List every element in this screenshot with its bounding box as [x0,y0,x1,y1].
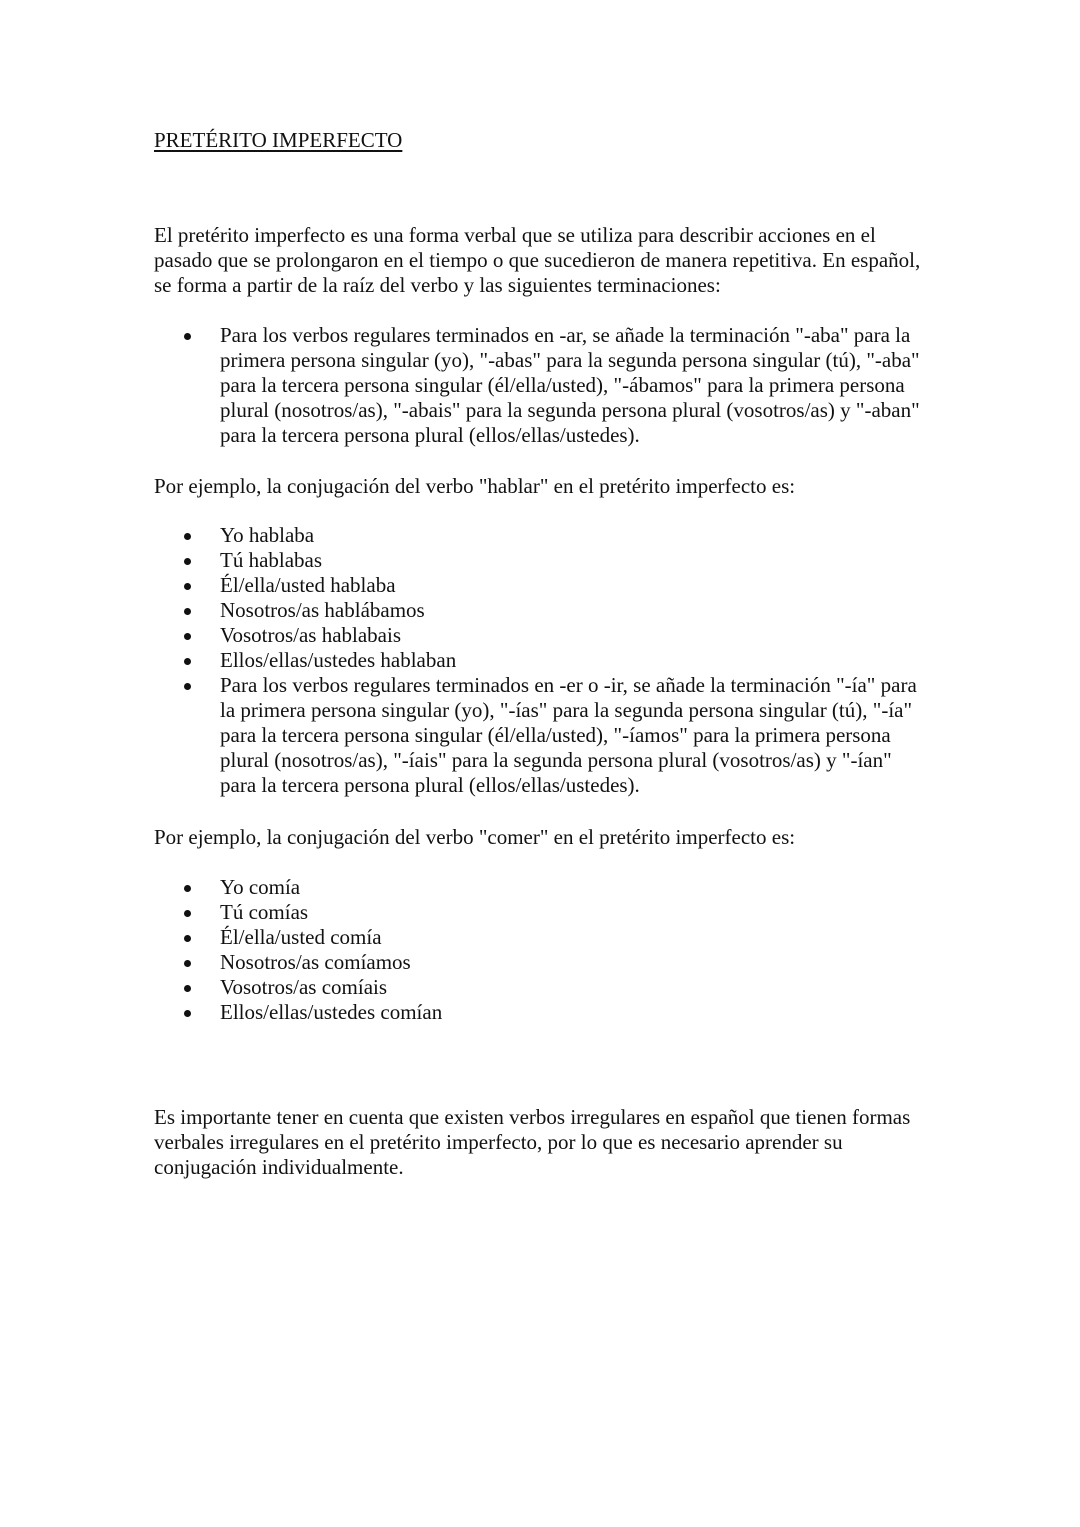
intro-paragraph: El pretérito imperfecto es una forma verbal que se utiliza para describir acciones en el pasado que se prolongaron en el tiempo o que sucedieron de manera repetitiva. En español, se forma a partir de la raíz del verbo y las siguientes terminaciones: [154,223,921,297]
example-comer-paragraph: Por ejemplo, la conjugación del verbo "comer" en el pretérito imperfecto es: [154,825,796,849]
conjugation-text: Yo comía [220,875,301,899]
page-title: PRETÉRITO IMPERFECTO [154,128,403,152]
bullet-icon [184,658,191,665]
list-item [154,950,934,975]
bullet-icon [184,885,191,892]
bullet-icon [184,608,191,615]
bullet-icon [184,910,191,917]
bullet-icon [184,558,191,565]
list-item [154,573,934,598]
list-item [154,648,934,673]
bullet-icon [184,985,191,992]
conjugation-text: Tú comías [220,900,309,924]
conjugation-text: Yo hablaba [220,523,315,547]
bullet-icon [184,583,191,590]
list-item [154,548,934,573]
conjugation-text: Él/ella/usted comía [220,925,382,949]
conjugation-text: Nosotros/as hablábamos [220,598,425,622]
conjugation-text: Tú hablabas [220,548,323,572]
hablar-conjugation-list [154,523,934,798]
ar-rule-list [154,323,934,448]
conjugation-text: Ellos/ellas/ustedes hablaban [220,648,457,672]
closing-paragraph: Es importante tener en cuenta que existen verbos irregulares en español que tienen formas verbales irregulares en el pretérito imperfecto, por lo que es necesario aprender su conjugación individualmente. [154,1105,911,1179]
list-item [154,598,934,623]
example-hablar-paragraph: Por ejemplo, la conjugación del verbo "hablar" en el pretérito imperfecto es: [154,474,796,498]
bullet-icon [184,333,191,340]
list-item [154,875,934,900]
bullet-icon [184,935,191,942]
bullet-icon [184,1010,191,1017]
list-item [154,1000,934,1025]
list-item [154,673,934,798]
list-item [154,523,934,548]
conjugation-text: Ellos/ellas/ustedes comían [220,1000,443,1024]
bullet-icon [184,533,191,540]
list-item [154,323,934,448]
comer-conjugation-list [154,875,934,1025]
conjugation-text: Nosotros/as comíamos [220,950,411,974]
bullet-icon [184,960,191,967]
list-item [154,925,934,950]
ar-rule-text: Para los verbos regulares terminados en -ar, se añade la terminación "-aba" para la primera persona singular (yo), "-abas" para la segunda persona singular (tú), "-aba" para la tercera persona singular (él/ella/usted), "-ábamos" para la primera persona plural (nosotros/as), "-abais" para la segunda persona plural (vosotros/as) y "-aban" para la tercera persona plural (ellos/ellas/ustedes). [220,323,920,447]
bullet-icon [184,633,191,640]
conjugation-text: Vosotros/as comíais [220,975,388,999]
er-ir-rule-text: Para los verbos regulares terminados en -er o -ir, se añade la terminación "-ía" para la primera persona singular (yo), "-ías" para la segunda persona singular (tú), "-ía" para la tercera persona singular (él/ella/usted), "-íamos" para la primera persona plural (nosotros/as), "-íais" para la segunda persona plural (vosotros/as) y "-ían" para la tercera persona plural (ellos/ellas/ustedes). [220,673,917,797]
list-item [154,975,934,1000]
list-item [154,623,934,648]
conjugation-text: Él/ella/usted hablaba [220,573,396,597]
list-item [154,900,934,925]
conjugation-text: Vosotros/as hablabais [220,623,402,647]
bullet-icon [184,683,191,690]
